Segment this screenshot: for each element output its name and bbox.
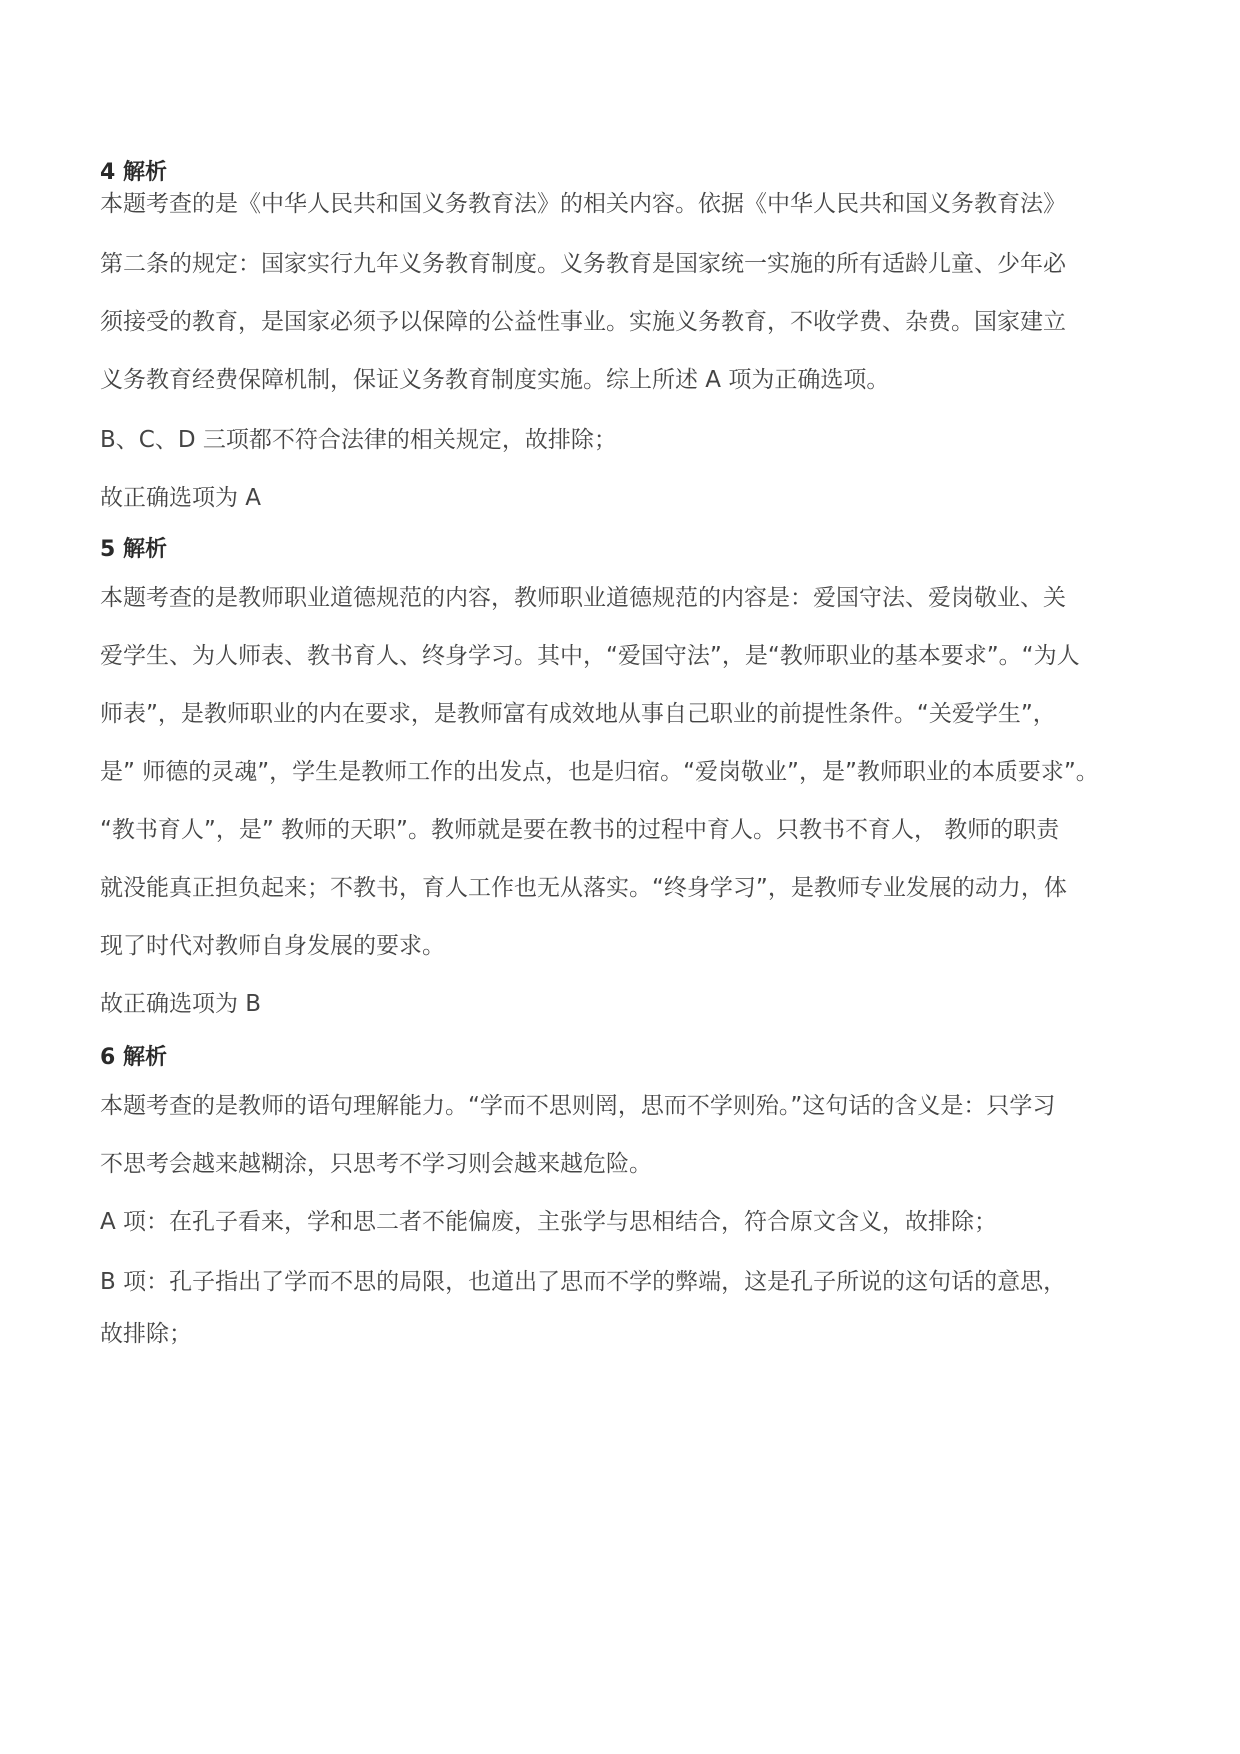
paragraph-line: 不思考会越来越糊涂，只思考不学习则会越来越危险。 [100,1151,652,1177]
section-heading-6: 6 解析 [100,1045,167,1070]
section-heading-5: 5 解析 [100,537,167,562]
section-heading-4: 4 解析 [100,160,167,185]
answer-line: 故正确选项为 B [100,991,262,1017]
paragraph-line: 是” 师德的灵魂”，学生是教师工作的出发点，也是归宿。“爱岗敬业”，是”教师职业的本质要求”。 [100,759,1099,785]
paragraph-line: 爱学生、为人师表、教书育人、终身学习。其中，“爱国守法”，是“教师职业的基本要求”。“为人 [100,643,1080,669]
answer-line: 故正确选项为 A [100,485,262,511]
paragraph-line: 本题考查的是教师职业道德规范的内容，教师职业道德规范的内容是：爱国守法、爱岗敬业、关 [100,585,1066,611]
paragraph-line: B、C、D 三项都不符合法律的相关规定，故排除； [100,427,617,453]
paragraph-line: 就没能真正担负起来；不教书，育人工作也无从落实。“终身学习”，是教师专业发展的动力，体 [100,875,1067,901]
paragraph-line: 第二条的规定：国家实行九年义务教育制度。义务教育是国家统一实施的所有适龄儿童、少年必 [100,251,1066,277]
paragraph-line: B 项：孔子指出了学而不思的局限，也道出了思而不学的弊端，这是孔子所说的这句话的意思， [100,1269,1067,1295]
paragraph-line: 本题考查的是教师的语句理解能力。“学而不思则罔，思而不学则殆。”这句话的含义是：只学习 [100,1093,1056,1119]
paragraph-line: 现了时代对教师自身发展的要求。 [100,933,445,959]
paragraph-line: 义务教育经费保障机制，保证义务教育制度实施。综上所述 A 项为正确选项。 [100,367,890,393]
paragraph-line: 本题考查的是《中华人民共和国义务教育法》的相关内容。依据《中华人民共和国义务教育法》 [100,191,1066,217]
paragraph-line: 故排除； [100,1321,192,1347]
paragraph-line: “教书育人”，是” 教师的天职”。教师就是要在教书的过程中育人。只教书不育人， 教师的职责 [100,817,1060,843]
paragraph-line: A 项：在孔子看来，学和思二者不能偏废，主张学与思相结合，符合原文含义，故排除； [100,1209,998,1235]
paragraph-line: 须接受的教育，是国家必须予以保障的公益性事业。实施义务教育，不收学费、杂费。国家建立 [100,309,1066,335]
paragraph-line: 师表”，是教师职业的内在要求，是教师富有成效地从事自己职业的前提性条件。“关爱学生”， [100,701,1056,727]
